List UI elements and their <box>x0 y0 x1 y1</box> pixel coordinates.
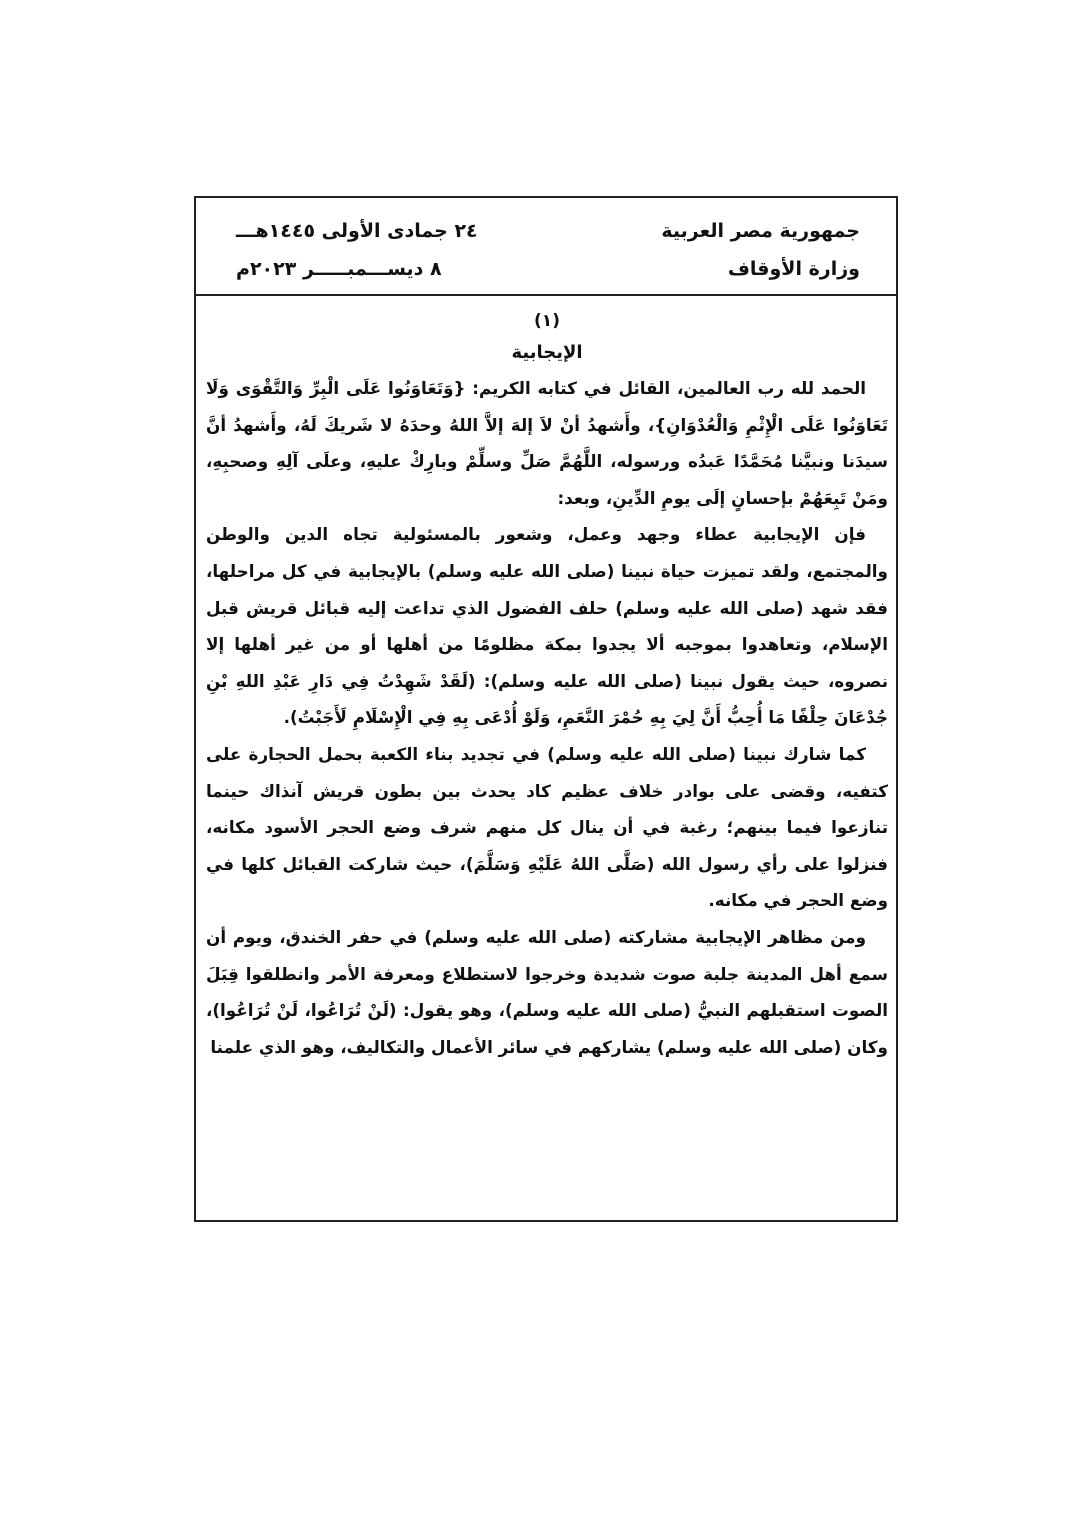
gregorian-date: ٨ ديســـمبـــــر ٢٠٢٣م <box>236 258 442 280</box>
paragraph: كما شارك نبينا (صلى الله عليه وسلم) في تجديد بناء الكعبة بحمل الحجارة على كتفيه، وقضى على بوادر خلاف عظيم كاد يحدث بين بطون قريش آنذاك حينما تنازعوا فيما بينهم؛ رغبة في أن ينال كل منهم شرف وضع الحجر الأسود مكانه، فنزلوا على رأي رسول الله (صَلَّى اللهُ عَلَيْهِ وَسَلَّمَ)، حيث شاركت القبائل كلها في وضع الحجر في مكانه. <box>206 743 888 911</box>
ministry-name: وزارة الأوقاف <box>727 258 860 280</box>
header-issuer <box>661 212 860 288</box>
paragraph: ومن مظاهر الإيجابية مشاركته (صلى الله عليه وسلم) في حفر الخندق، ويوم أن سمع أهل المدينة جلبة صوت شديدة وخرجوا لاستطلاع ومعرفة الأمر وانطلقوا قِبَلَ الصوت استقبلهم النبيُّ (صلى الله عليه وسلم)، وهو يقول: (لَنْ تُرَاعُوا، لَنْ تُرَاعُوا)، وكان (صلى الله عليه وسلم) يشاركهم في سائر الأعمال والتكاليف، وهو الذي علمنا <box>206 926 888 1057</box>
paragraph: فإن الإيجابية عطاء وجهد وعمل، وشعور بالمسئولية تجاه الدين والوطن والمجتمع، ولقد تميزت حياة نبينا (صلى الله عليه وسلم) بالإيجابية في كل مراحلها، فقد شهد (صلى الله عليه وسلم) حلف الفضول الذي تداعت إليه قبائل قريش قبل الإسلام، وتعاهدوا بموجبه ألا يجدوا بمكة مظلومًا من أهلها أو من غير أهلها إلا نصروه، حيث يقول نبينا (صلى الله عليه وسلم): (لَقَدْ شَهِدْتُ فِي دَارِ عَبْدِ اللهِ بْنِ جُدْعَانَ حِلْفًا مَا أُحِبُّ أَنَّ لِيَ بِهِ حُمْرَ النَّعَمِ، وَلَوْ أُدْعَى بِهِ فِي الْإِسْلَامِ لَأَجَبْتُ). <box>206 524 888 728</box>
document-header <box>196 198 896 296</box>
header-dates <box>236 212 478 288</box>
hijri-date: ٢٤ جمادى الأولى ١٤٤٥هـــ <box>236 220 478 242</box>
document-frame <box>194 196 898 1222</box>
page-number: (١) <box>534 311 560 331</box>
paragraph-opening: الحمد لله رب العالمين، القائل في كتابه الكريم: {وَتَعَاوَنُوا عَلَى الْبِرِّ وَالتَّقْوَى وَلَا تَعَاوَنُوا عَلَى الْإِثْمِ وَالْعُدْوَانِ}، وأَشهدُ أنْ لاَ إلهَ إلاَّ اللهُ وحدَهُ لا شَريكَ لَهُ، وأَشهدُ أنَّ سيدَنا ونبيَّنا مُحَمَّدًا عَبدُه ورسوله، اللَّهُمَّ صَلِّ وسلِّمْ وبارِكْ عليهِ، وعلَى آلِهِ وصحبِهِ، ومَنْ تَبِعَهُمْ بإحسانٍ إلَى يومِ الدِّينِ، وبعد: <box>206 378 888 508</box>
document-body <box>196 296 896 1212</box>
country-name: جمهورية مصر العربية <box>661 220 860 242</box>
sermon-title: الإيجابية <box>511 342 583 363</box>
